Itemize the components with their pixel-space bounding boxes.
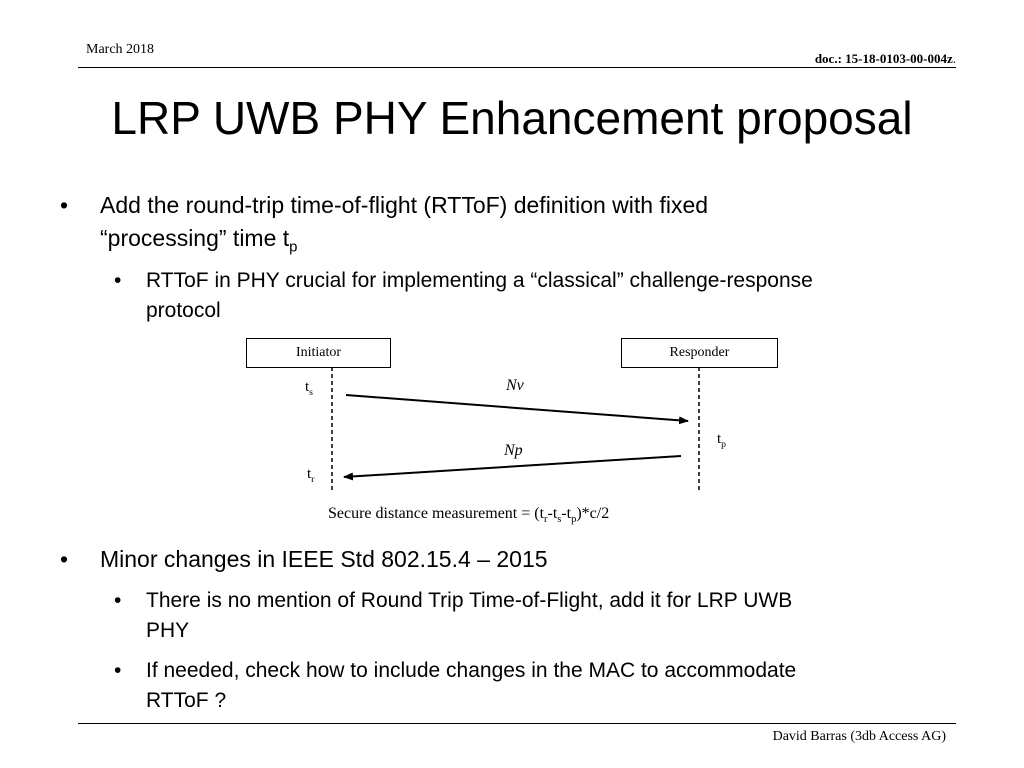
nv-arrow (346, 395, 688, 421)
bullet-2-2-line-1: If needed, check how to include changes in the MAC to accommodate (146, 659, 797, 682)
formula-minus-ts: -t (547, 505, 558, 522)
bullet-2-2-marker: • (114, 659, 122, 682)
formula-prefix: Secure distance measurement = (t (328, 505, 545, 522)
bullet-2-line-1: Minor changes in IEEE Std 802.15.4 – 2015 (100, 546, 548, 572)
bullet-1-line-2-text: “processing” time t (100, 225, 290, 251)
initiator-box: Initiator (246, 338, 391, 368)
bullet-1-marker: • (60, 192, 69, 218)
bullet-2-1-line-1: There is no mention of Round Trip Time-of-Flight, add it for LRP UWB (146, 589, 793, 612)
responder-box: Responder (621, 338, 778, 368)
formula-sub-s: s (557, 514, 562, 526)
tr-label-main: t (307, 466, 312, 482)
slide-title: LRP UWB PHY Enhancement proposal (111, 92, 913, 144)
bullet-2-1-marker: • (114, 589, 122, 612)
bullet-2-marker: • (60, 546, 69, 572)
ts-label-main: t (305, 379, 310, 395)
formula-minus-tp: -t (561, 505, 572, 522)
tr-label (307, 466, 314, 485)
ts-label (305, 379, 313, 398)
bullet-1-subscript: p (289, 238, 298, 256)
header-date: March 2018 (86, 42, 155, 57)
tp-label-sub: p (721, 439, 727, 450)
footer-author: David Barras (3db Access AG) (772, 729, 946, 744)
nv-label: Nv (506, 377, 524, 394)
bullet-2-1-line-2: PHY (146, 619, 190, 642)
bullet-1-1-marker: • (114, 269, 122, 292)
distance-formula (328, 505, 609, 525)
formula-sub-r: r (544, 514, 548, 526)
tp-label (717, 431, 726, 450)
footer-divider (78, 723, 956, 724)
bullet-2-2-line-2: RTToF ? (146, 689, 227, 712)
doc-id-suffix: . (952, 51, 956, 66)
bullet-1-line-1: Add the round-trip time-of-flight (RTToF) definition with fixed (100, 192, 709, 218)
bullet-1-1-line-1: RTToF in PHY crucial for implementing a “classical” challenge-response (146, 269, 813, 292)
formula-suffix: )*c/2 (576, 505, 610, 522)
tr-label-sub: r (311, 474, 315, 485)
tp-label-main: t (717, 431, 722, 447)
np-label: Np (504, 442, 523, 459)
doc-id-text: doc.: 15-18-0103-00-004z (814, 51, 953, 66)
bullet-1-1-line-2: protocol (146, 299, 221, 322)
ts-label-sub: s (309, 387, 313, 398)
formula-sub-p: p (571, 514, 577, 526)
